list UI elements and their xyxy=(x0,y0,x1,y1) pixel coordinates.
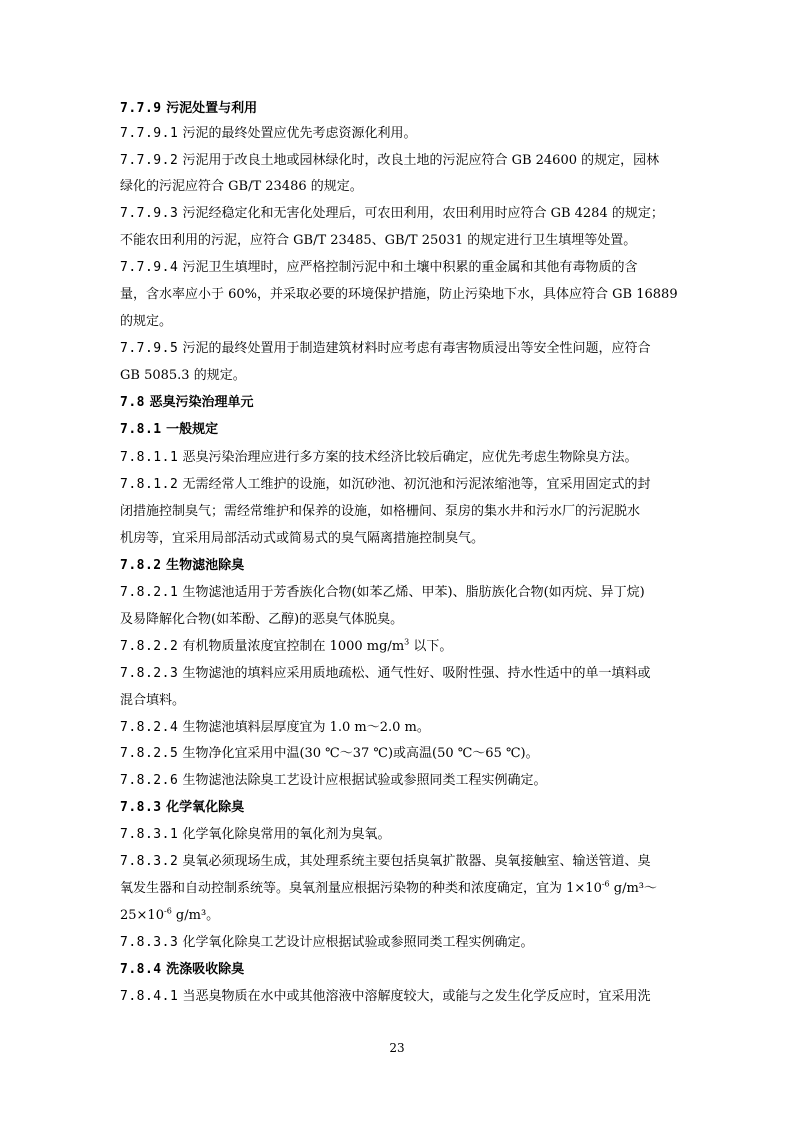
line-tail: g/m³。 xyxy=(171,908,220,923)
text-line xyxy=(120,152,659,170)
text-line xyxy=(120,772,546,790)
clause-number: 7.8.3.1 xyxy=(120,827,179,842)
line-text: 恶臭污染治理单元 xyxy=(149,395,254,410)
section-heading xyxy=(120,394,254,412)
clause-number: 7.8.1 xyxy=(120,422,162,437)
line-text: 当恶臭物质在水中或其他溶液中溶解度较大，或能与之发生化学反应时，宜采用洗 xyxy=(182,989,651,1004)
clause-number: 7.8.2.6 xyxy=(120,773,179,788)
section-heading xyxy=(120,557,244,575)
line-text: 污泥处置与利用 xyxy=(166,101,258,116)
text-line xyxy=(120,719,430,737)
clause-number: 7.8.4.1 xyxy=(120,989,179,1004)
line-text: 污泥经稳定化和无害化处理后，可农田利用，农田利用时应符合 GB 4284 的规定； xyxy=(182,206,664,221)
clause-number: 7.8.1.2 xyxy=(120,477,179,492)
line-text: 绿化的污泥应符合 GB/T 23486 的规定。 xyxy=(120,179,363,194)
clause-number: 7.8.2.5 xyxy=(120,746,179,761)
text-line xyxy=(120,476,650,494)
line-tail: g/m³～ xyxy=(609,881,658,896)
line-text: 化学氧化除臭常用的氧化剂为臭氧。 xyxy=(182,827,391,842)
text-line xyxy=(120,530,484,548)
text-line xyxy=(120,880,657,898)
text-line xyxy=(120,611,403,629)
line-text: 污泥卫生填埋时，应严格控制污泥中和土壤中积累的重金属和其他有毒物质的含 xyxy=(182,260,638,275)
text-line xyxy=(120,232,636,250)
text-line xyxy=(120,178,363,196)
line-text: 洗涤吸收除臭 xyxy=(166,962,245,977)
line-text: 生物滤池法除臭工艺设计应根据试验或参照同类工程实例确定。 xyxy=(182,773,547,788)
text-line xyxy=(120,988,650,1006)
clause-number: 7.7.9.1 xyxy=(120,126,179,141)
section-heading xyxy=(120,961,244,979)
line-text: 混合填料。 xyxy=(120,693,186,708)
line-text: 生物净化宜采用中温(30 ℃～37 ℃)或高温(50 ℃～65 ℃)。 xyxy=(182,746,539,761)
text-line xyxy=(120,934,533,952)
text-line xyxy=(120,745,539,763)
line-text: 量，含水率应小于 60%，并采取必要的环境保护措施，防止污染地下水，具体应符合 GB 16889 xyxy=(120,287,678,302)
line-text: 生物滤池适用于芳香族化合物(如苯乙烯、甲苯)、脂肪族化合物(如丙烷、异丁烷) xyxy=(182,585,645,600)
clause-number: 7.8.3.2 xyxy=(120,854,179,869)
line-text: 污泥的最终处置用于制造建筑材料时应考虑有毒害物质浸出等安全性问题，应符合 xyxy=(182,341,651,356)
clause-number: 7.8.4 xyxy=(120,962,162,977)
clause-number: 7.8.3 xyxy=(120,800,162,815)
text-line xyxy=(120,449,637,467)
text-line xyxy=(120,907,219,925)
text-line xyxy=(120,205,664,223)
text-line xyxy=(120,367,246,385)
clause-number: 7.7.9.4 xyxy=(120,260,179,275)
line-text: 氧发生器和自动控制系统等。臭氧剂量应根据污染物的种类和浓度确定，宜为 1×10 xyxy=(120,881,602,896)
line-text: 污泥用于改良土地或园林绿化时，改良土地的污泥应符合 GB 24600 的规定，园林 xyxy=(182,153,660,168)
line-text: 生物滤池填料层厚度宜为 1.0 m～2.0 m。 xyxy=(182,720,430,735)
clause-number: 7.8.2 xyxy=(120,558,162,573)
clause-number: 7.8.2.3 xyxy=(120,666,179,681)
line-text: 的规定。 xyxy=(120,314,173,329)
text-line xyxy=(120,853,650,871)
line-text: 及易降解化合物(如苯酚、乙醇)的恶臭气体脱臭。 xyxy=(120,612,404,627)
line-text: 闭措施控制臭气；需经常维护和保养的设施，如格栅间、泵房的集水井和污水厂的污泥脱水 xyxy=(120,504,641,519)
text-line xyxy=(120,503,640,521)
line-text: 不能农田利用的污泥，应符合 GB/T 23485、GB/T 25031 的规定进行卫生填埋等处置。 xyxy=(120,233,637,248)
superscript: -6 xyxy=(163,906,172,916)
line-text: 生物滤池的填料应采用质地疏松、通气性好、吸附性强、持水性适中的单一填料或 xyxy=(182,666,651,681)
line-text: 无需经常人工维护的设施，如沉砂池、初沉池和污泥浓缩池等，宜采用固定式的封 xyxy=(182,477,651,492)
line-text: 有机物质量浓度宜控制在 1000 mg/m xyxy=(182,639,405,654)
section-heading xyxy=(120,100,257,118)
line-tail: 以下。 xyxy=(409,639,453,654)
line-text: 机房等，宜采用局部活动式或简易式的臭气隔离措施控制臭气。 xyxy=(120,531,485,546)
text-line xyxy=(120,340,650,358)
text-line xyxy=(120,692,185,710)
text-line xyxy=(120,826,390,844)
clause-number: 7.8 xyxy=(120,395,145,410)
line-text: 化学氧化除臭 xyxy=(166,800,245,815)
page-number: 23 xyxy=(389,1041,405,1055)
text-line xyxy=(120,584,645,602)
text-line xyxy=(120,638,452,656)
text-line xyxy=(120,259,637,277)
clause-number: 7.8.1.1 xyxy=(120,450,179,465)
section-heading xyxy=(120,799,244,817)
text-line xyxy=(120,313,172,331)
line-text: GB 5085.3 的规定。 xyxy=(120,368,246,383)
line-text: 臭氧必须现场生成，其处理系统主要包括臭氧扩散器、臭氧接触室、输送管道、臭 xyxy=(182,854,651,869)
clause-number: 7.7.9.2 xyxy=(120,153,179,168)
clause-number: 7.7.9 xyxy=(120,101,162,116)
clause-number: 7.8.2.1 xyxy=(120,585,179,600)
line-text: 恶臭污染治理应进行多方案的技术经济比较后确定，应优先考虑生物除臭方法。 xyxy=(182,450,638,465)
text-line xyxy=(120,125,416,143)
line-text: 化学氧化除臭工艺设计应根据试验或参照同类工程实例确定。 xyxy=(182,935,534,950)
clause-number: 7.7.9.3 xyxy=(120,206,179,221)
text-line xyxy=(120,665,650,683)
line-text: 25×10 xyxy=(120,908,164,923)
line-text: 污泥的最终处置应优先考虑资源化利用。 xyxy=(182,126,417,141)
section-heading xyxy=(120,421,218,439)
line-text: 一般规定 xyxy=(166,422,219,437)
clause-number: 7.8.2.4 xyxy=(120,720,179,735)
clause-number: 7.8.2.2 xyxy=(120,639,179,654)
text-line xyxy=(120,286,678,304)
superscript: -6 xyxy=(601,879,610,889)
clause-number: 7.7.9.5 xyxy=(120,341,179,356)
line-text: 生物滤池除臭 xyxy=(166,558,245,573)
superscript: 3 xyxy=(404,637,410,647)
clause-number: 7.8.3.3 xyxy=(120,935,179,950)
